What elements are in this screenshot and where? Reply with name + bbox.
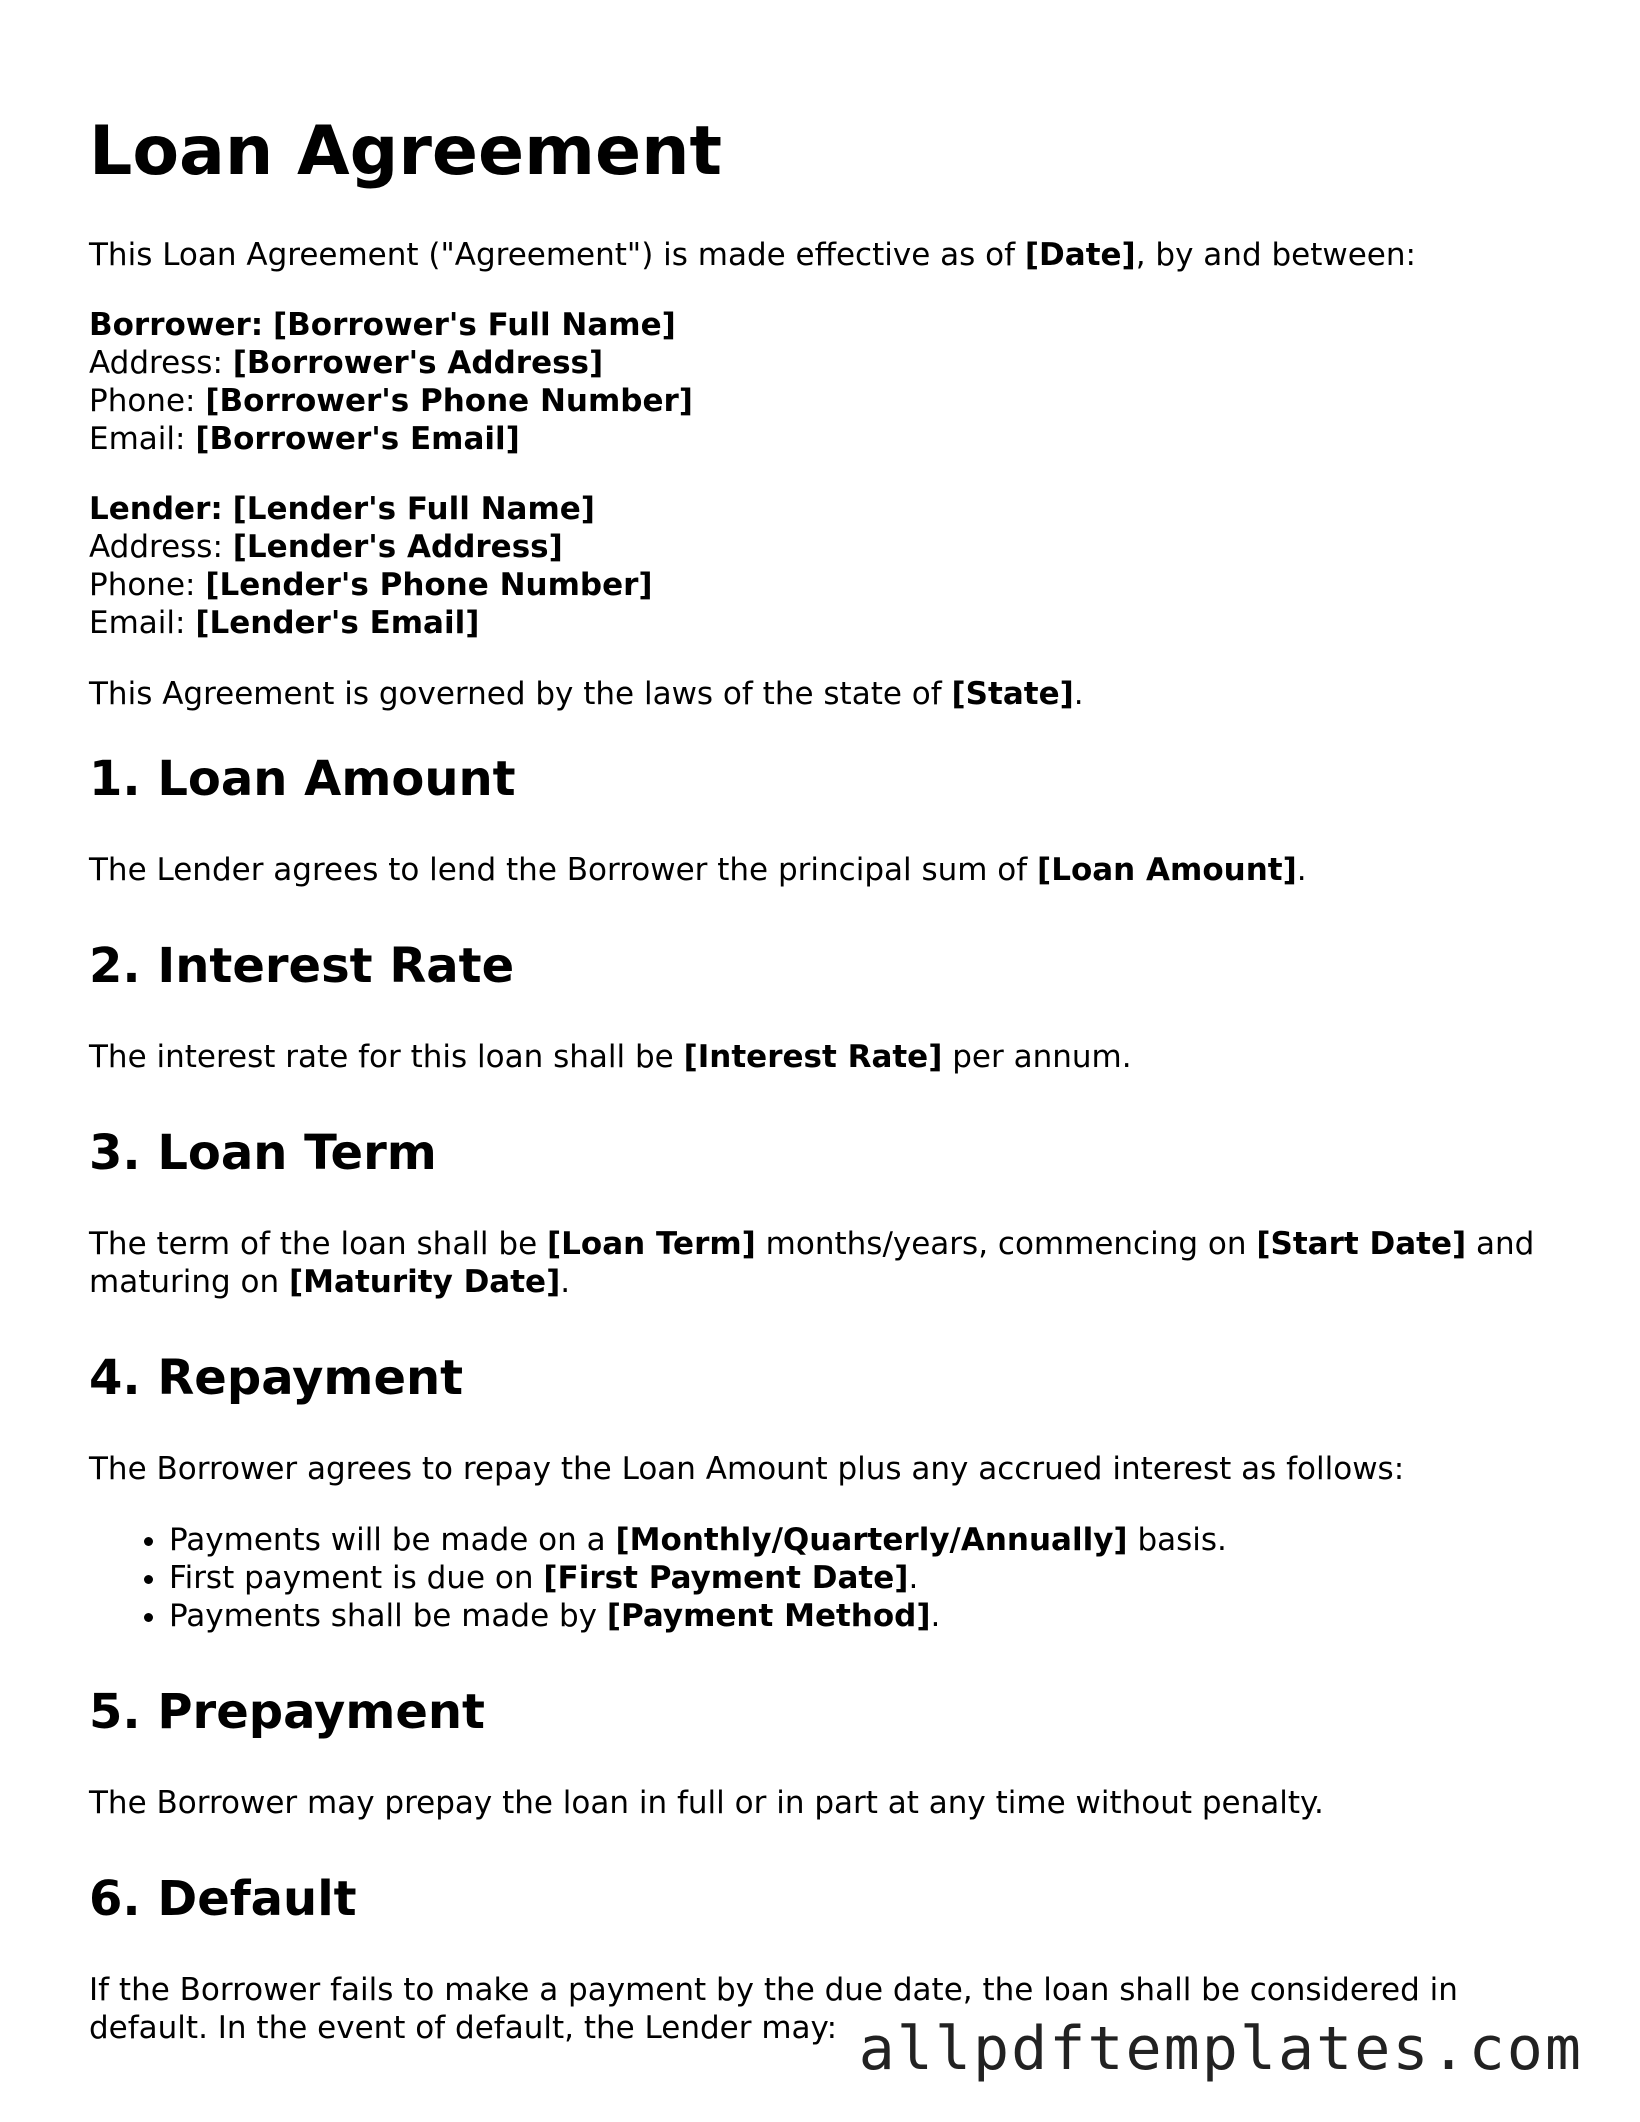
section-heading-default: 6. Default <box>89 1871 357 1927</box>
section-heading-repayment: 4. Repayment <box>89 1350 464 1406</box>
default-paragraph: If the Borrower fails to make a payment by the due date, the loan shall be considered in default. In the event of default, the Lender may: <box>89 1972 1458 2046</box>
repayment-list <box>89 1521 1569 1635</box>
date-field: [Date] <box>1024 237 1136 273</box>
document-title: Loan Agreement <box>89 112 722 191</box>
site-watermark: allpdftemplates.com <box>858 2014 1583 2084</box>
section-heading-loan-term: 3. Loan Term <box>89 1125 437 1181</box>
loan-amount-paragraph: The Lender agrees to lend the Borrower the principal sum of [Loan Amount]. <box>89 852 1307 888</box>
lender-block <box>89 490 1569 642</box>
section-heading-interest-rate: 2. Interest Rate <box>89 938 515 994</box>
lender-phone-line: Phone: [Lender's Phone Number] <box>89 567 653 603</box>
borrower-phone-line: Phone: [Borrower's Phone Number] <box>89 383 693 419</box>
lender-email-line: Email: [Lender's Email] <box>89 605 480 641</box>
prepayment-paragraph: The Borrower may prepay the loan in full or in part at any time without penalty. <box>89 1785 1324 1821</box>
lender-name-line: Lender: [Lender's Full Name] <box>89 491 595 527</box>
list-item: • First payment is due on [First Payment Date]. <box>169 1559 1569 1597</box>
section-heading-prepayment: 5. Prepayment <box>89 1684 485 1740</box>
borrower-name-line: Borrower: [Borrower's Full Name] <box>89 307 676 343</box>
section-heading-loan-amount: 1. Loan Amount <box>89 751 516 807</box>
list-item: • Payments will be made on a [Monthly/Quarterly/Annually] basis. <box>169 1521 1569 1559</box>
list-item: • Payments shall be made by [Payment Method]. <box>169 1597 1569 1635</box>
borrower-block <box>89 306 1569 458</box>
loan-term-paragraph: The term of the loan shall be [Loan Term] months/years, commencing on [Start Date] and maturing on [Maturity Date]. <box>89 1226 1535 1300</box>
borrower-address-line: Address: [Borrower's Address] <box>89 345 604 381</box>
governing-law-paragraph: This Agreement is governed by the laws of the state of [State]. <box>89 676 1084 712</box>
intro-paragraph: This Loan Agreement ("Agreement") is made effective as of [Date], by and between: <box>89 237 1416 273</box>
document-page <box>89 110 1569 2047</box>
interest-rate-paragraph: The interest rate for this loan shall be [Interest Rate] per annum. <box>89 1039 1132 1075</box>
lender-address-line: Address: [Lender's Address] <box>89 529 563 565</box>
repayment-paragraph: The Borrower agrees to repay the Loan Amount plus any accrued interest as follows: <box>89 1451 1405 1487</box>
borrower-email-line: Email: [Borrower's Email] <box>89 421 520 457</box>
